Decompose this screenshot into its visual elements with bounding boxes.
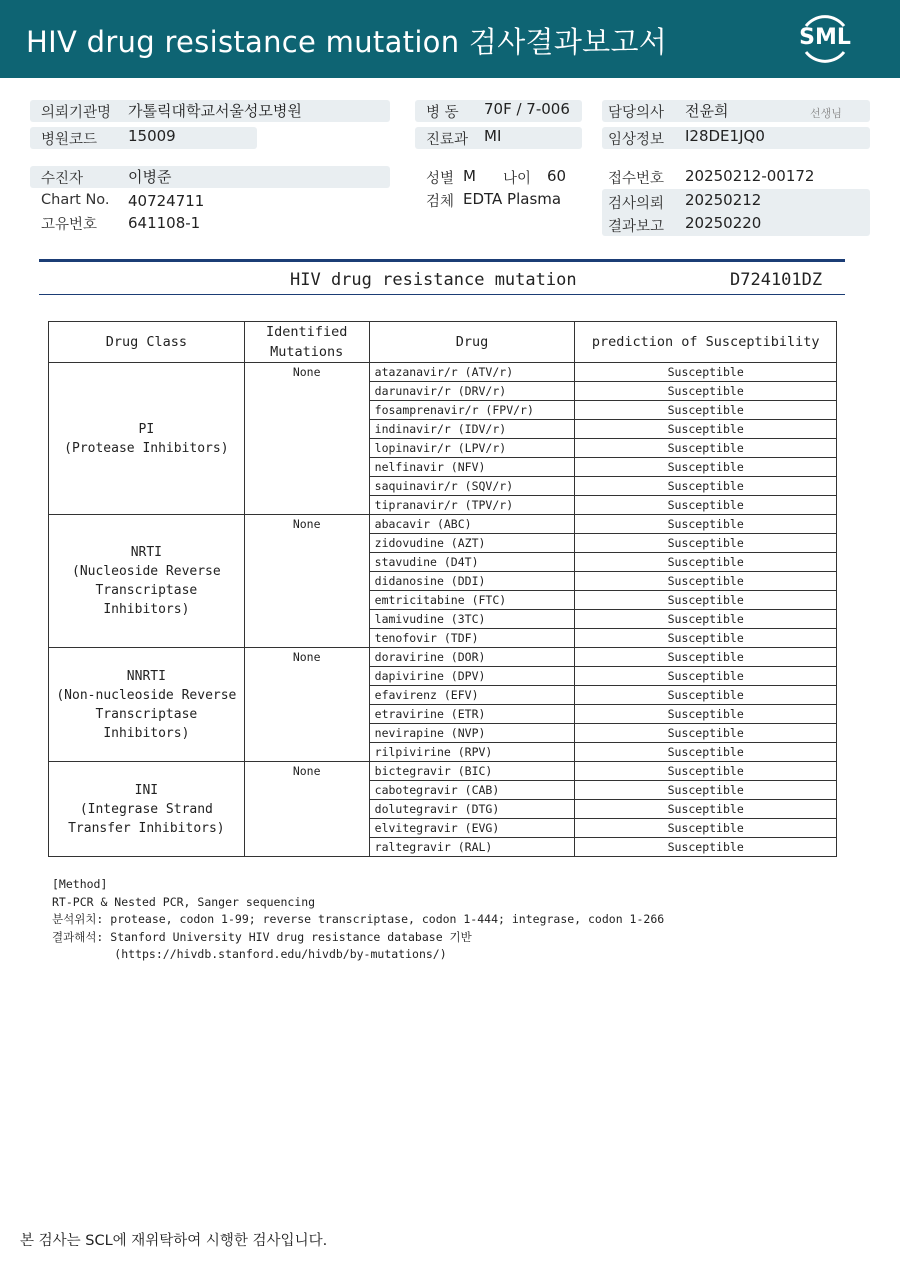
patient-value: 이병준 (128, 168, 172, 186)
hospital-code-value: 15009 (128, 127, 176, 145)
drug-class-line: (Integrase Strand (79, 801, 213, 817)
susceptibility-cell: Susceptible (575, 534, 837, 553)
drug-class-line: NNRTI (126, 668, 166, 684)
dept-value: MI (484, 127, 502, 145)
drug-cell: rilpivirine (RPV) (369, 743, 575, 762)
uid-value: 641108-1 (128, 214, 201, 232)
doctor-value: 전윤희 (685, 102, 729, 120)
table-row (49, 363, 837, 382)
drug-cell: indinavir/r (IDV/r) (369, 420, 575, 439)
drug-class-line: NRTI (130, 545, 163, 560)
drug-cell: nelfinavir (NFV) (369, 458, 575, 477)
drug-class-line: INI (134, 782, 159, 798)
chart-no-value: 40724711 (128, 192, 205, 210)
institution-label: 의뢰기관명 (41, 105, 112, 121)
susceptibility-cell: Susceptible (575, 686, 837, 705)
susceptibility-cell: Susceptible (575, 648, 837, 667)
susceptibility-cell: Susceptible (575, 382, 837, 401)
hospital-code-label: 병원코드 (41, 132, 98, 148)
table-row (49, 515, 837, 534)
drug-cell: raltegravir (RAL) (369, 838, 575, 857)
method-line: 분석위치: protease, codon 1-99; reverse transcriptase, codon 1-444; integrase, codon 1-266 (52, 912, 665, 926)
patient-label: 수진자 (41, 171, 84, 187)
ward-label: 병 동 (426, 105, 459, 121)
header-drug-class: Drug Class (49, 322, 245, 363)
susceptibility-cell: Susceptible (575, 819, 837, 838)
header-identified-mutations-text: Identified Mutations (266, 324, 348, 360)
susceptibility-cell: Susceptible (575, 781, 837, 800)
drug-cell: emtricitabine (FTC) (369, 591, 575, 610)
method-section (52, 876, 664, 964)
drug-class-line: Transcriptase Inhibitors) (95, 706, 198, 741)
identified-mutations-cell: None (244, 648, 369, 762)
drug-class-line: Transfer Inhibitors) (68, 820, 225, 836)
identified-mutations-cell: None (244, 363, 369, 515)
method-line: (https://hivdb.stanford.edu/hivdb/by-mutations/) (52, 947, 447, 961)
report-title-heading: HIV drug resistance mutation 검사결과보고서 (26, 25, 668, 59)
drug-cell: lopinavir/r (LPV/r) (369, 439, 575, 458)
susceptibility-cell: Susceptible (575, 458, 837, 477)
chart-no-label: Chart No. (41, 192, 110, 208)
susceptibility-cell: Susceptible (575, 553, 837, 572)
footer-note: 본 검사는 SCL에 재위탁하여 시행한 검사입니다. (20, 1233, 328, 1249)
method-line: 결과해석: Stanford University HIV drug resistance database 기반 (52, 929, 472, 944)
method-line: RT-PCR & Nested PCR, Sanger sequencing (52, 894, 316, 909)
drug-class-cell (49, 762, 245, 857)
doctor-suffix: 선생님 (810, 107, 842, 120)
drug-cell: lamivudine (3TC) (369, 610, 575, 629)
susceptibility-cell: Susceptible (575, 667, 837, 686)
report-header (0, 0, 900, 78)
drug-cell: fosamprenavir/r (FPV/r) (369, 401, 575, 420)
drug-class-line: (Protease Inhibitors) (64, 440, 229, 456)
sex-value: M (463, 167, 476, 185)
drug-cell: etravirine (ETR) (369, 705, 575, 724)
age-label: 나이 (503, 171, 532, 187)
susceptibility-cell: Susceptible (575, 439, 837, 458)
drug-cell: efavirenz (EFV) (369, 686, 575, 705)
susceptibility-cell: Susceptible (575, 705, 837, 724)
drug-cell: tipranavir/r (TPV/r) (369, 496, 575, 515)
drug-cell: cabotegravir (CAB) (369, 781, 575, 800)
identified-mutations-cell: None (244, 515, 369, 648)
report-date-value: 20250220 (685, 214, 762, 232)
drug-cell: bictegravir (BIC) (369, 762, 575, 781)
drug-cell: doravirine (DOR) (369, 648, 575, 667)
susceptibility-cell: Susceptible (575, 420, 837, 439)
identified-mutations-cell: None (244, 762, 369, 857)
dept-label: 진료과 (426, 132, 469, 148)
susceptibility-cell: Susceptible (575, 743, 837, 762)
specimen-value: EDTA Plasma (463, 190, 562, 208)
report-title: HIV drug resistance mutation (290, 270, 577, 290)
drug-cell: dolutegravir (DTG) (369, 800, 575, 819)
title-rule-bottom (39, 294, 845, 295)
sml-logo (796, 12, 854, 66)
susceptibility-cell: Susceptible (575, 838, 837, 857)
drug-cell: abacavir (ABC) (369, 515, 575, 534)
report-code: D724101DZ (730, 270, 823, 290)
title-rule-top (39, 259, 845, 262)
susceptibility-cell: Susceptible (575, 572, 837, 591)
susceptibility-cell: Susceptible (575, 363, 837, 382)
drug-class-line: (Nucleoside Reverse (72, 564, 221, 579)
drug-cell: atazanavir/r (ATV/r) (369, 363, 575, 382)
susceptibility-cell: Susceptible (575, 762, 837, 781)
table-row (49, 762, 837, 781)
method-line: [Method] (52, 877, 108, 891)
uid-label: 고유번호 (41, 217, 98, 233)
ward-value: 70F / 7-006 (484, 100, 570, 118)
sex-label: 성별 (426, 171, 455, 187)
logo-text: SML (799, 25, 851, 50)
susceptibility-cell: Susceptible (575, 629, 837, 648)
drug-cell: darunavir/r (DRV/r) (369, 382, 575, 401)
drug-class-cell (49, 515, 245, 648)
header-drug: Drug (369, 322, 575, 363)
drug-cell: saquinavir/r (SQV/r) (369, 477, 575, 496)
susceptibility-cell: Susceptible (575, 610, 837, 629)
header-identified-mutations (244, 322, 369, 363)
susceptibility-cell: Susceptible (575, 800, 837, 819)
drug-class-line: PI (138, 421, 155, 437)
drug-cell: dapivirine (DPV) (369, 667, 575, 686)
age-value: 60 (547, 167, 567, 185)
clinical-value: I28DE1JQ0 (685, 127, 765, 145)
receipt-value: 20250212-00172 (685, 167, 815, 185)
drug-cell: zidovudine (AZT) (369, 534, 575, 553)
susceptibility-cell: Susceptible (575, 401, 837, 420)
specimen-label: 검체 (426, 194, 455, 210)
results-table (48, 321, 837, 857)
drug-cell: didanosine (DDI) (369, 572, 575, 591)
table-header-row (49, 322, 837, 363)
drug-cell: elvitegravir (EVG) (369, 819, 575, 838)
request-label: 검사의뢰 (608, 196, 665, 212)
drug-cell: stavudine (D4T) (369, 553, 575, 572)
susceptibility-cell: Susceptible (575, 477, 837, 496)
drug-class-cell (49, 648, 245, 762)
susceptibility-cell: Susceptible (575, 496, 837, 515)
table-row (49, 648, 837, 667)
report-date-label: 결과보고 (608, 219, 665, 235)
receipt-label: 접수번호 (608, 171, 665, 187)
drug-class-line: (Non-nucleoside Reverse (56, 687, 237, 703)
request-value: 20250212 (685, 191, 762, 209)
susceptibility-cell: Susceptible (575, 515, 837, 534)
doctor-label: 담당의사 (608, 105, 665, 121)
drug-class-cell (49, 363, 245, 515)
drug-cell: tenofovir (TDF) (369, 629, 575, 648)
drug-class-line: Transcriptase Inhibitors) (95, 583, 198, 617)
susceptibility-cell: Susceptible (575, 591, 837, 610)
drug-cell: nevirapine (NVP) (369, 724, 575, 743)
patient-box (30, 166, 390, 188)
header-prediction: prediction of Susceptibility (575, 322, 837, 363)
institution-value: 가톨릭대학교서울성모병원 (128, 102, 302, 120)
clinical-label: 임상정보 (608, 132, 665, 148)
susceptibility-cell: Susceptible (575, 724, 837, 743)
